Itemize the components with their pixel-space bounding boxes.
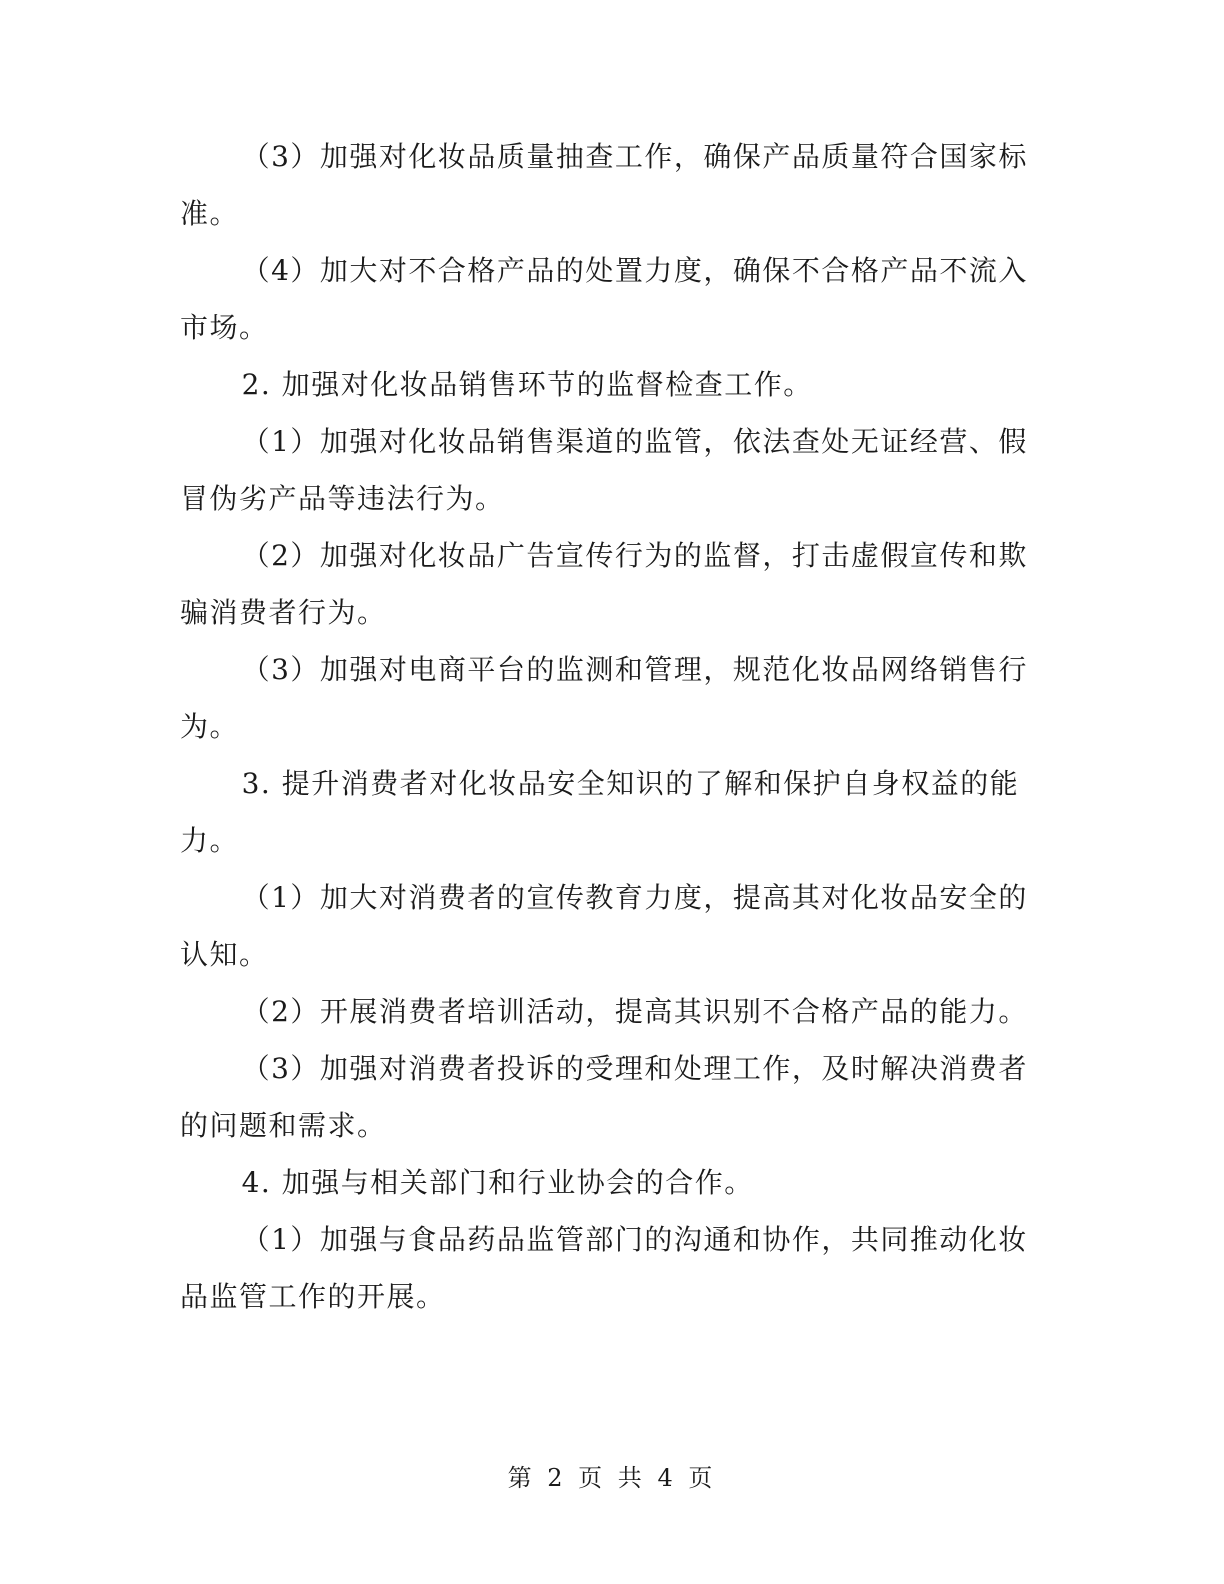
paragraph-complaints: （3）加强对消费者投诉的受理和处理工作，及时解决消费者的问题和需求。: [180, 1052, 1028, 1142]
paragraph-sales-channels: （1）加强对化妆品销售渠道的监管，依法查处无证经营、假冒伪劣产品等违法行为。: [180, 425, 1028, 515]
page-number-footer: 第 2 页 共 4 页: [507, 1464, 717, 1492]
section-heading-cooperation: 4. 加强与相关部门和行业协会的合作。: [241, 1166, 754, 1199]
paragraph-ecommerce: （3）加强对电商平台的监测和管理，规范化妆品网络销售行为。: [180, 653, 1028, 743]
section-heading-consumer: 3. 提升消费者对化妆品安全知识的了解和保护自身权益的能力。: [180, 767, 1020, 857]
paragraph-fda-cooperation: （1）加强与食品药品监管部门的沟通和协作，共同推动化妆品监管工作的开展。: [180, 1223, 1028, 1313]
paragraph-education: （1）加大对消费者的宣传教育力度，提高其对化妆品安全的认知。: [180, 881, 1028, 971]
paragraph-quality-check: （3）加强对化妆品质量抽查工作，确保产品质量符合国家标准。: [180, 140, 1028, 230]
paragraph-training: （2）开展消费者培训活动，提高其识别不合格产品的能力。: [241, 995, 1028, 1028]
section-heading-sales: 2. 加强对化妆品销售环节的监督检查工作。: [241, 368, 813, 401]
document-body: [180, 128, 1030, 1325]
paragraph-disposal: （4）加大对不合格产品的处置力度，确保不合格产品不流入市场。: [180, 254, 1028, 344]
paragraph-advertising: （2）加强对化妆品广告宣传行为的监督，打击虚假宣传和欺骗消费者行为。: [180, 539, 1028, 629]
